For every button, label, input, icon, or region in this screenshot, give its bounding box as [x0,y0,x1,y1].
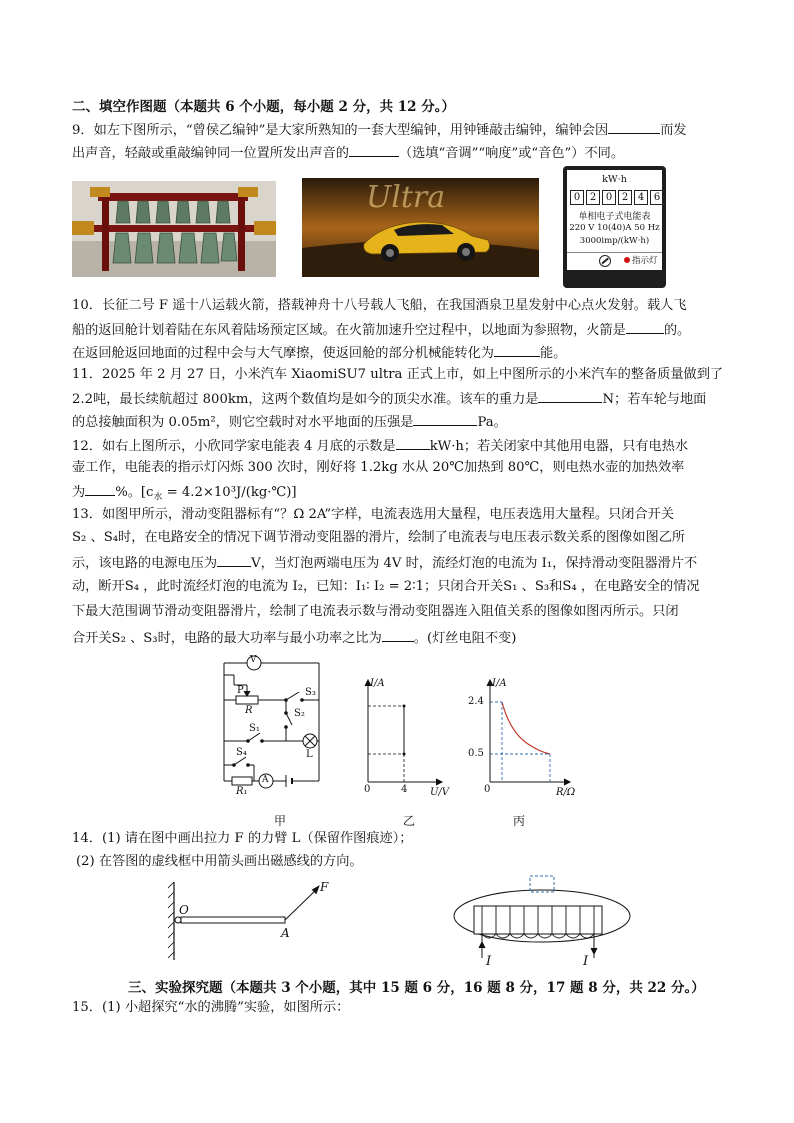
q11-line-3 [72,412,507,432]
meter-name: 单相电子式电能表 [578,212,651,222]
answer-blank[interactable] [626,320,664,334]
q12-text-e: = 4.2×10³J/(kg·℃)] [162,485,297,500]
graph-bing-xlabel: R/Ω [556,787,576,798]
q10-text-c: 在返回舱返回地面的过程中会与大气摩擦，使返回舱的部分机械能转化为 [72,346,494,361]
figure-label-jia: 甲 [274,814,287,828]
q12-text-d: %。[c [115,485,154,500]
graph-bing-ytick-bottom: 0.5 [468,748,484,759]
answer-blank[interactable] [382,628,414,642]
q11-text-c: 的总接触面积为 0.05m²，则它空载时对水平地面的压强是 [72,415,414,430]
q10-line-3 [72,343,566,363]
graph-bing-ylabel: I/A [492,678,507,689]
q13-line-1: 13．如图甲所示，滑动变阻器标有“？Ω 2A”字样，电流表选用大量程，电压表选用大量程。只闭合开关 [72,507,675,522]
meter-indicator-label: 指示灯 [632,256,658,266]
q10-line-2 [72,320,690,340]
solenoid-label-i-left: I [486,954,492,969]
figure-label-bing: 丙 [513,814,526,828]
graph-bing-ytick-top: 2.4 [468,696,484,707]
bianzhong-bells-image [72,181,276,277]
graph-yi-origin: 0 [364,784,371,795]
q13-text-a: 示，该电路的电源电压为 [72,556,218,571]
xiaomi-su7-ultra-car-image [302,178,539,277]
q13-line-2: S₂ 、S₄时，在电路安全的情况下调节滑动变阻器的滑片，绘制了电流表与电压表示数关系的图像如图乙所 [72,530,686,545]
q14-line-1: 14．(1) 请在图中画出拉力 F 的力臂 L（保留作图痕迹）； [72,831,413,846]
meter-no-entry-icon [599,255,611,267]
slider-label-p: P [237,685,244,696]
lever-label-a: A [281,926,290,940]
q12-text-b: kW·h；若关闭家中其他用电器，只有电热水 [429,439,689,454]
q13-text-c: 合开关S₂ 、S₃时，电路的最大功率与最小功率之比为 [72,631,382,646]
q9-line-1 [72,120,687,140]
meter-digit: 6 [650,190,664,205]
q9-line-2 [72,143,624,163]
meter-digit: 0 [570,190,584,205]
solenoid-diagram [452,872,632,972]
meter-digit: 4 [634,190,648,205]
q9-text-c: 出声音，轻敲或重敲编钟同一位置所发出声音的 [72,146,349,161]
lever-label-f: F [320,880,329,894]
circuit-diagram-jia [214,655,344,800]
q13-line-5: 下最大范围调节滑动变阻器滑片，绘制了电流表示数与滑动变阻器连入阻值关系的图像如图丙所示。只闭 [72,604,679,619]
car-image-overlay-text: Ultra [366,180,446,215]
q13-text-d: 。(灯丝电阻不变) [413,631,517,646]
graph-bing-origin: 0 [484,784,491,795]
q11-line-1: 11．2025 年 2 月 27 日，小米汽车 XiaomiSU7 ultra 正式上市，如上中图所示的小米汽车的整备质量做到了 [72,367,724,382]
q10-text-a: 船的返回舱计划着陆在东风着陆场预定区域。在火箭加速升空过程中，以地面为参照物，火箭是 [72,323,626,338]
q13-text-b: V，当灯泡两端电压为 4V 时，流经灯泡的电流为 I₁，保持滑动变阻器滑片不 [251,556,698,571]
answer-blank[interactable] [85,482,115,496]
q9-text-b: 而发 [660,123,687,138]
q12-line-2: 壶工作，电能表的指示灯闪烁 300 次时，刚好将 1.2kg 水从 20℃加热到 80℃，则电热水壶的加热效率 [72,460,685,475]
answer-blank[interactable] [608,120,660,134]
meter-digit: 2 [586,190,600,205]
q9-text-a: 9．如左下图所示，“曾侯乙编钟”是大家所熟知的一套大型编钟，用钟锤敲击编钟，编钟会因 [72,123,609,138]
meter-imp: 3000imp/(kW·h) [579,236,650,246]
q12-line-3 [72,482,297,507]
q11-text-d: Pa。 [477,415,507,430]
switch-label-s1: S₁ [249,723,260,734]
q10-line-1: 10．长征二号 F 遥十八运载火箭，搭载神舟十八号载人飞船，在我国酒泉卫星发射中心点火发射。载人飞 [72,298,687,313]
answer-blank[interactable] [413,412,477,426]
switch-label-s4: S₄ [236,747,247,758]
lever-label-o: O [179,903,189,917]
graph-bing [468,672,588,802]
figure-label-yi: 乙 [403,814,416,828]
q11-line-2 [72,389,706,409]
switch-label-s3: S₃ [305,687,316,698]
section-2-title: 二、填空作图题（本题共 6 个小题，每小题 2 分，共 12 分。） [72,99,456,115]
graph-yi-xtick: 4 [401,784,408,795]
meter-spec: 220 V 10(40)A 50 Hz [569,223,660,233]
lever-diagram [168,868,348,968]
q10-text-d: 能。 [540,346,567,361]
q13-line-4: 动，断开S₄ ，此时流经灯泡的电流为 I₂，已知：I₁∶ I₂ = 2∶1；只闭合开关S₁ 、S₃和S₄ ，在电路安全的情况 [72,579,700,594]
resistor-label-r1: R₁ [236,786,248,797]
answer-blank[interactable] [396,436,430,450]
meter-digit: 0 [602,190,616,205]
answer-blank[interactable] [494,343,540,357]
ammeter-label: A [262,775,269,785]
meter-digit: 2 [618,190,632,205]
indicator-light-icon [624,257,630,263]
section-3-title: 三、实验探究题（本题共 3 个小题，其中 15 题 6 分，16 题 8 分，17 题 8 分，共 22 分。） [128,980,705,996]
graph-yi [360,672,460,802]
meter-digits [570,190,664,205]
answer-blank[interactable] [349,143,399,157]
answer-blank[interactable] [217,553,251,567]
q14-line-2: (2) 在答图的虚线框中用箭头画出磁感线的方向。 [76,854,363,869]
solenoid-label-i-right: I [583,954,589,969]
switch-label-s2: S₂ [294,708,305,719]
rheostat-label-r: R [245,705,253,716]
voltmeter-label: V [250,655,257,665]
q10-text-b: 的。 [663,323,691,338]
graph-yi-ylabel: I/A [370,678,385,689]
electric-meter [563,166,666,288]
q12-subscript: 水 [153,492,163,503]
q12-text-c: 为 [72,485,86,500]
graph-yi-xlabel: U/V [430,787,450,798]
q13-line-3 [72,553,697,573]
answer-blank[interactable] [538,389,602,403]
q15-line-1: 15．(1) 小超探究“水的沸腾”实验，如图所示： [72,1000,350,1015]
q12-text-a: 12．如右上图所示，小欣同学家电能表 4 月底的示数是 [72,439,396,454]
q11-text-a: 2.2吨，最长续航超过 800km，这两个数值均是如今的顶尖水准。该车的重力是 [72,392,539,407]
q9-text-d: （选填“音调”“响度”或“音色”）不同。 [398,146,625,161]
q11-text-b: N；若车轮与地面 [602,392,707,407]
q13-line-6 [72,628,516,648]
meter-unit: kW·h [602,174,627,185]
lamp-label-l: L [306,749,313,760]
q12-line-1 [72,436,688,456]
